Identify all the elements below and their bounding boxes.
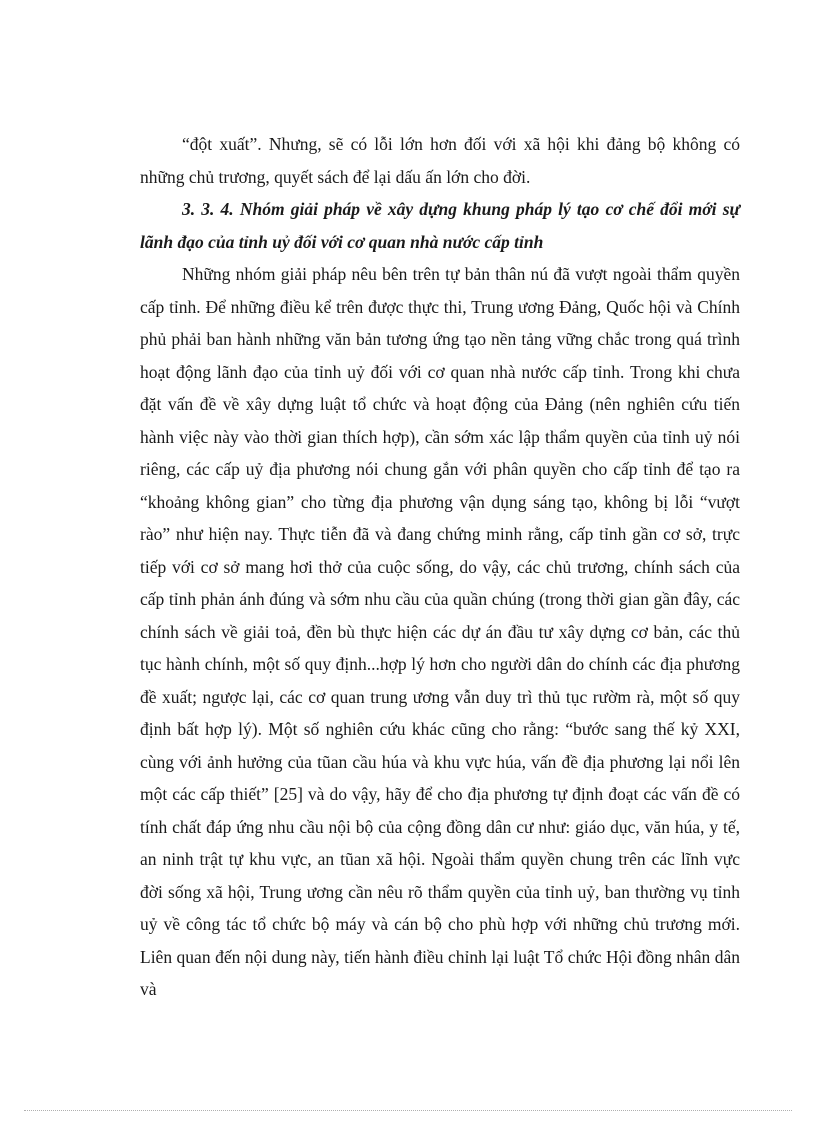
opening-paragraph: “đột xuất”. Nhưng, sẽ có lỗi lớn hơn đối với xã hội khi đảng bộ không có những chủ trương, quyết sách để lại dấu ấn lớn cho đời.	[140, 134, 740, 187]
section-heading: 3. 3. 4. Nhóm giải pháp về xây dựng khung pháp lý tạo cơ chế đổi mới sự lãnh đạo của tỉnh uỷ đối với cơ quan nhà nước cấp tỉnh	[140, 199, 740, 252]
page-bottom-divider	[24, 1110, 792, 1111]
document-page	[140, 128, 740, 1006]
body-paragraph: Những nhóm giải pháp nêu bên trên tự bản thân nú đã vượt ngoài thẩm quyền cấp tỉnh. Để những điều kể trên được thực thi, Trung ương Đảng, Quốc hội và Chính phủ phải ban hành những văn bản tương ứng tạo nền tảng vững chắc trong quá trình hoạt động lãnh đạo của tỉnh uỷ đối với cơ quan nhà nước cấp tỉnh. Trong khi chưa đặt vấn đề về xây dựng luật tổ chức và hoạt động của Đảng (nên nghiên cứu tiến hành việc này vào thời gian thích hợp), cần sớm xác lập thẩm quyền của tỉnh uỷ nói riêng, các cấp uỷ địa phương nói chung gắn với phân quyền cho cấp tỉnh để tạo ra “khoảng không gian” cho từng địa phương vận dụng sáng tạo, không bị lỗi “vượt rào” như hiện nay. Thực tiễn đã và đang chứng minh rằng, cấp tỉnh gần cơ sở, trực tiếp với cơ sở mang hơi thở của cuộc sống, do vậy, các chủ trương, chính sách của cấp tỉnh phản ánh đúng và sớm nhu cầu của quần chúng (trong thời gian gần đây, các chính sách về giải toả, đền bù thực hiện các dự án đầu tư xây dựng cơ bản, các thủ tục hành chính, một số quy định...hợp lý hơn cho người dân do chính các địa phương đề xuất; ngược lại, các cơ quan trung ương vẫn duy trì thủ tục rườm rà, một số quy định bất hợp lý). Một số nghiên cứu khác cũng cho rằng: “bước sang thế kỷ XXI, cùng với ảnh hưởng của tũan cầu húa và khu vực húa, vấn đề địa phương lại nổi lên một các cấp thiết” [25] và do vậy, hãy để cho địa phương tự định đoạt các vấn đề có tính chất đáp ứng nhu cầu nội bộ của cộng đồng dân cư như: giáo dục, văn húa, y tế, an ninh trật tự khu vực, an tũan xã hội. Ngoài thẩm quyền chung trên các lĩnh vực đời sống xã hội, Trung ương cần nêu rõ thẩm quyền của tỉnh uỷ, ban thường vụ tỉnh uỷ về công tác tổ chức bộ máy và cán bộ cho phù hợp với những chủ trương mới. Liên quan đến nội dung này, tiến hành điều chỉnh lại luật Tổ chức Hội đồng nhân dân và	[140, 264, 740, 999]
